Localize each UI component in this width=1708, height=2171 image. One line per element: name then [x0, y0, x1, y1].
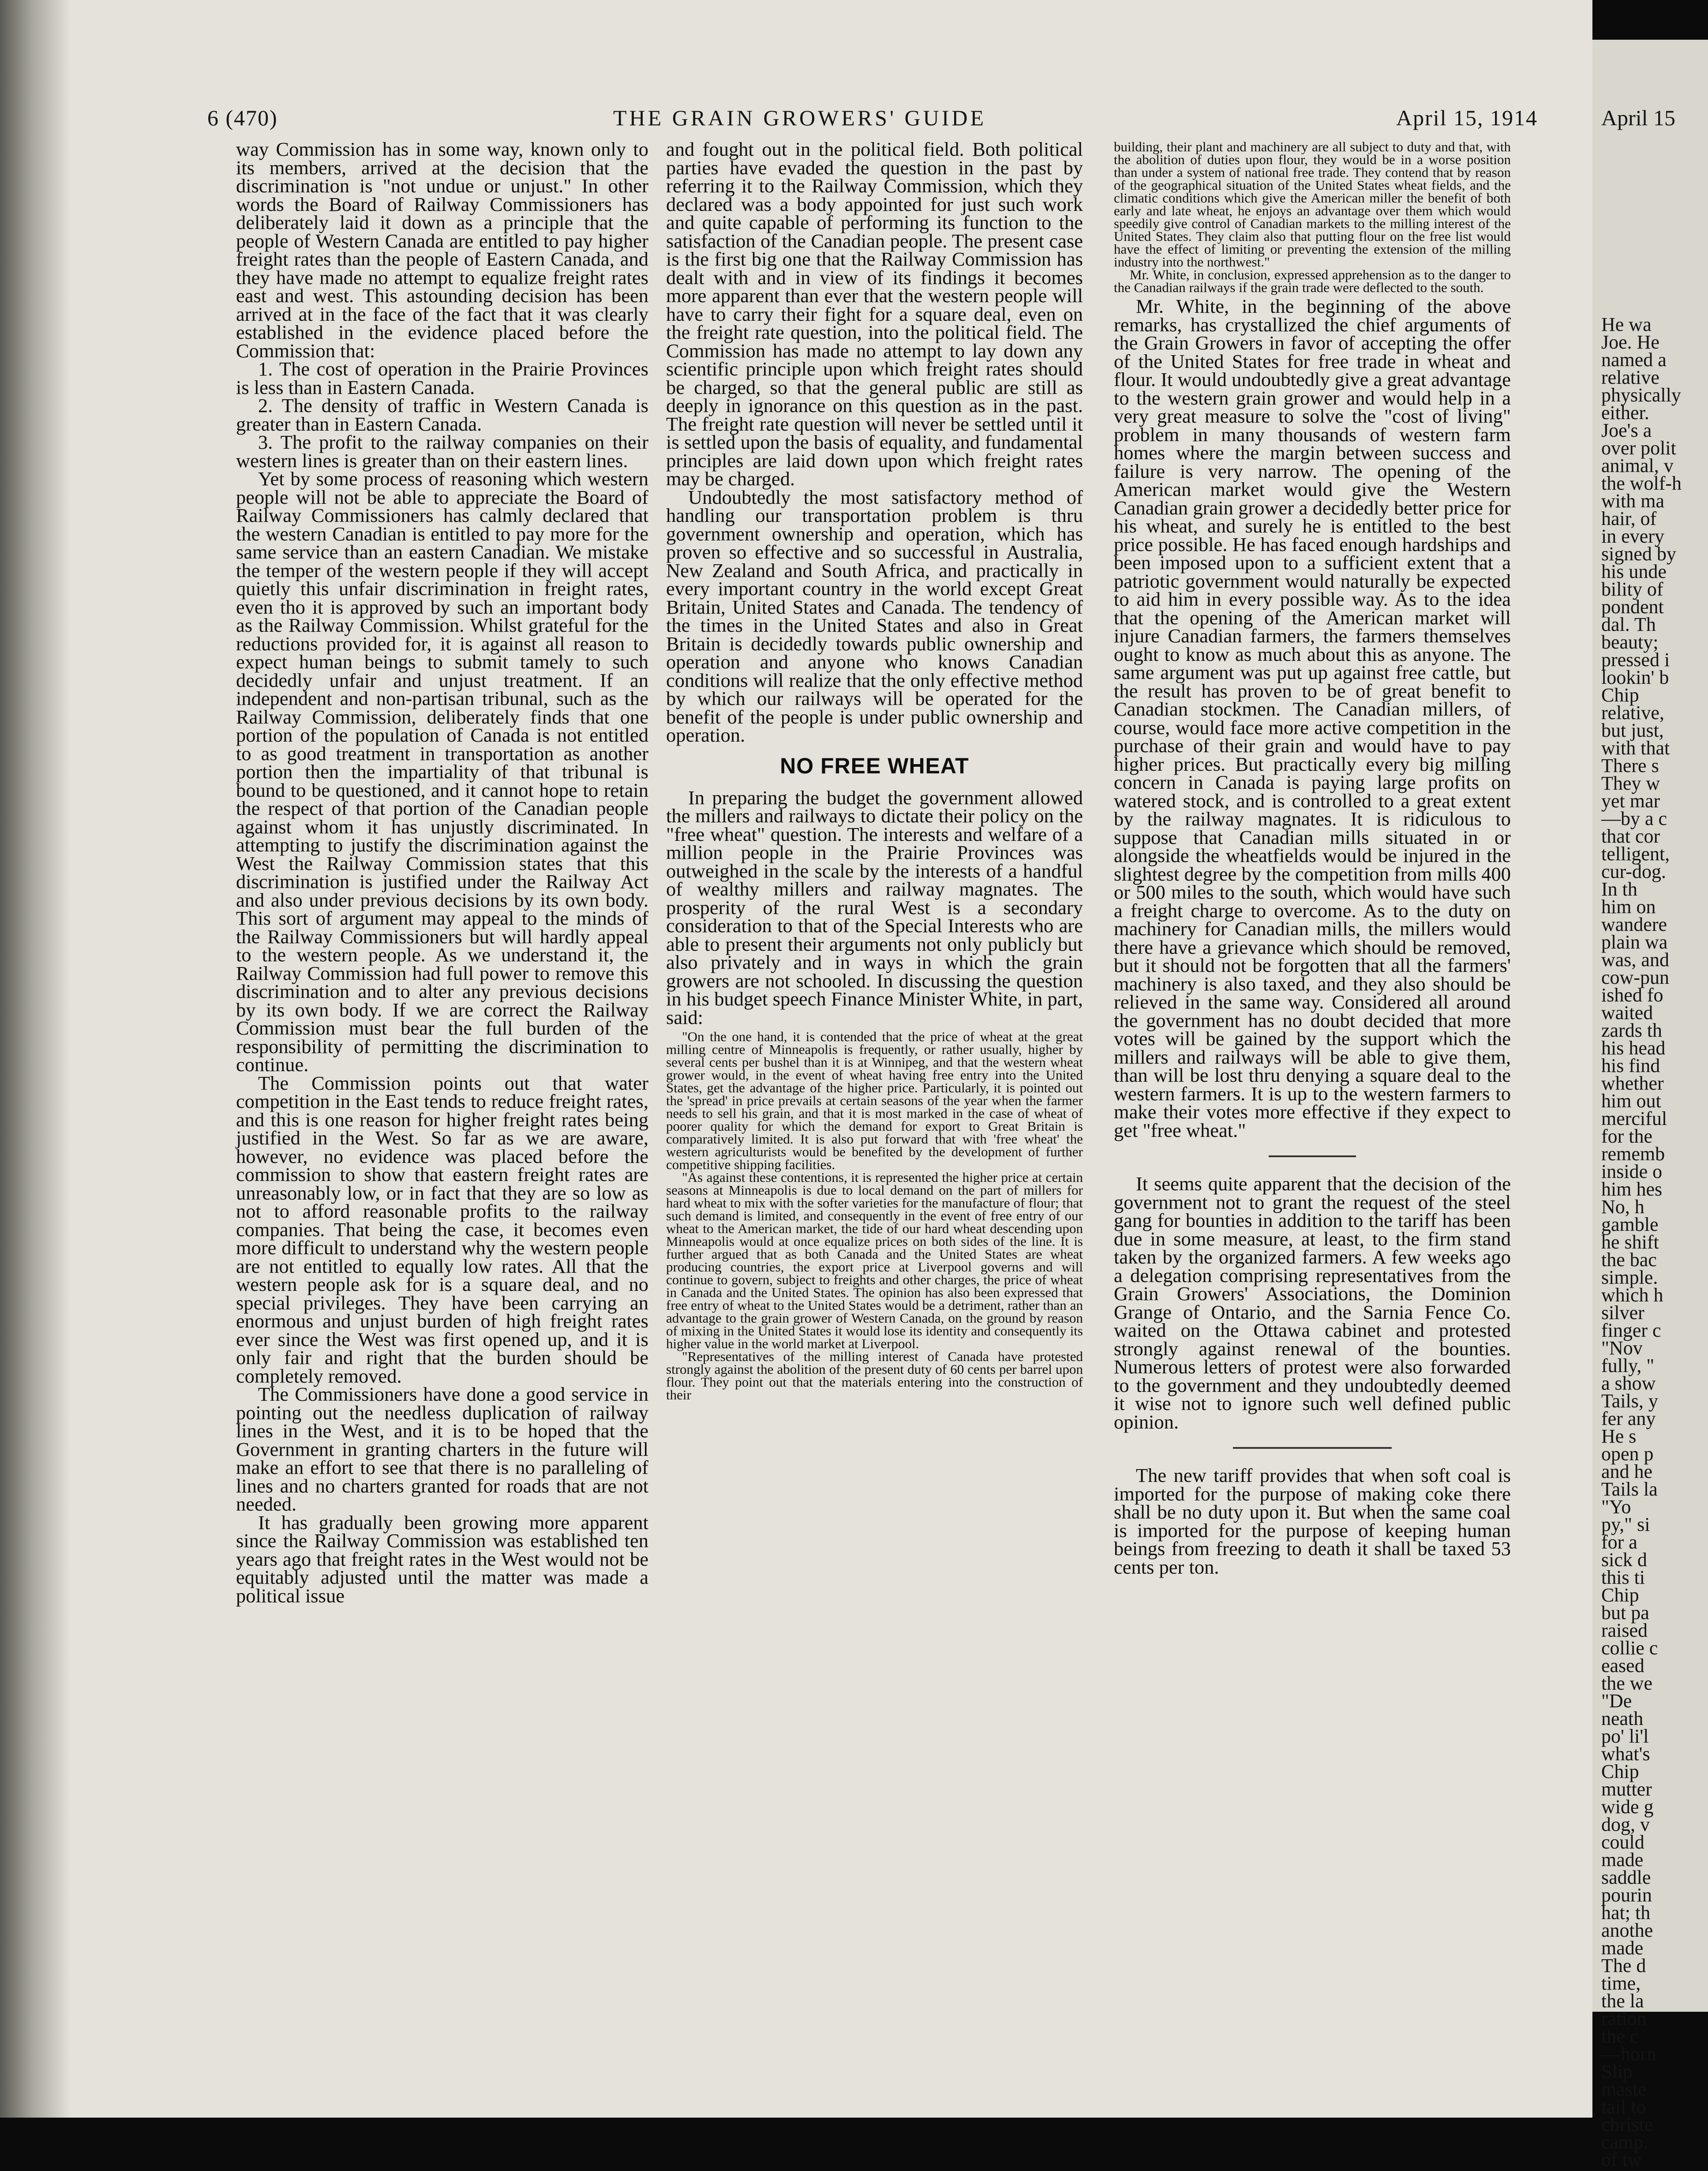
facing-page-line: Chip: [1601, 684, 1639, 706]
facing-page-line: wandere: [1601, 914, 1667, 935]
facing-page-line: could: [1601, 1831, 1644, 1853]
binding-shadow: [0, 0, 71, 2118]
paragraph: way Commission has in some way, known only to its members, arrived at the decision that the discrimination is "not undue or unjust." In other words the Board of Railway Commissioners has deliberately laid it down as a principle that the people of Western Canada are entitled to pay higher freight rates than the people of Eastern Canada, and they have made no attempt to equalize freight rates east and west. This astounding decision has been arrived at in the face of the fact that it was clearly established in the evidence placed before the Commission that:: [236, 138, 648, 362]
paragraph: In preparing the budget the government allowed the millers and railways to dictate their policy on the "free wheat" question. The interests and welfare of a million people in the Prairie Provinces was outweighed in the scale by the interests of a handful of wealthy millers and railway magnates. The prosperity of the rural West is a secondary consideration to that of the Special Interests who are able to present their arguments not only publicly but also privately and in ways in which the grain growers are not schooled. In discussing the question in his budget speech Finance Minister White, in part, said:: [666, 786, 1083, 1028]
budget-speech-quote-cont: [1114, 140, 1511, 294]
facing-page-line: saddle: [1601, 1867, 1651, 1888]
facing-page-line: eased: [1601, 1655, 1644, 1676]
facing-page-line: wide g: [1601, 1796, 1654, 1818]
facing-page-line: py," si: [1601, 1514, 1650, 1535]
facing-page-line: either.: [1601, 402, 1649, 424]
facing-page-line: his head: [1601, 1037, 1666, 1059]
facing-page-line: Slip: [1601, 2061, 1633, 2082]
column-3: [1114, 140, 1511, 1993]
facing-page-line: ished fo: [1601, 984, 1663, 1006]
facing-page-line: ration: [1601, 2008, 1647, 2029]
facing-page-line: made: [1601, 1849, 1644, 1871]
facing-page-line: fully, ": [1601, 1355, 1655, 1376]
facing-page-line: mutter: [1601, 1778, 1652, 1800]
facing-page-line: which h: [1601, 1284, 1663, 1306]
findings-list: [236, 360, 648, 470]
facing-page-line: this ti: [1601, 1567, 1645, 1588]
paragraph: Mr. White, in the beginning of the above remarks, has crystallized the chief arguments of the Grain Growers in favor of accepting the offer of the United States for free trade in wheat and flour. It would undoubtedly give a great advantage to the western grain grower and would help in a very great measure to solve the "cost of living" problem in many thousands of western farm homes where the margin between success and failure is very narrow. The opening of the American market would give the Western Canadian grain grower a decidedly better price for his wheat, and surely he is entitled to the best price possible. He has faced enough hardships and been imposed upon to a sufficient extent that a patriotic government would naturally be expected to aid him in every possible way. As to the idea that the opening of the American market will injure Canadian farmers, the farmers themselves ought to know as much about this as anyone. The same argument was put up against free cattle, but the result has proven to be of great benefit to Canadian stockmen. The Canadian millers, of course, would face more active competition in the purchase of their grain and would have to pay higher prices. But practically every big milling concern in Canada is paying large profits on watered stock, and is controlled to a great extent by the railway magnates. It is ridiculous to suppose that Canadian mills situated in or alongside the wheatfields would be injured in the slightest degree by the competition from mills 400 or 500 miles to the south, which would have such a freight charge to overcome. As to the duty on machinery for Canadian mills, the millers would there have a grievance which should be removed, but it should not be forgotten that all the farmers' machinery is also taxed, and they also should be relieved in the same way. Considered all around the government has no doubt decided that more votes will be gained by the support which the millers and railways will be able to give them, than will be lost thru denying a square deal to the western farmers. It is up to the western farmers to make their votes more effective if they expect to get "free wheat.": [1114, 295, 1511, 1141]
facing-page-line: In th: [1601, 878, 1637, 900]
facing-page-line: made: [1601, 1937, 1644, 1959]
paragraph: It has gradually been growing more apparent since the Railway Commission was established ten years ago that freight rates in the West would not be equitably adjusted until the matter was made a political issue: [236, 1511, 648, 1607]
facing-page-line: relative,: [1601, 702, 1664, 724]
facing-page-line: he shift: [1601, 1231, 1659, 1253]
facing-page-line: yet mar: [1601, 790, 1660, 812]
facing-page-line: pondent: [1601, 596, 1664, 618]
column-1: [236, 140, 648, 1993]
quote-paragraph: "Representatives of the milling interest of Canada have protested strongly against the abolition of the present duty of 60 cents per barrel upon flour. They point out that the materials entering into the construction of their: [666, 1349, 1083, 1402]
facing-page-line: silver: [1601, 1302, 1644, 1324]
facing-page-line: over polit: [1601, 437, 1676, 459]
issue-date: April 15, 1914: [1396, 105, 1538, 130]
facing-page-line: The d: [1601, 1955, 1646, 1976]
facing-page-date: April 15: [1601, 105, 1676, 130]
facing-page-line: Joe. He: [1601, 331, 1659, 353]
facing-page-line: for a: [1601, 1531, 1637, 1553]
list-item: 2. The density of traffic in Western Canada is greater than in Eastern Canada.: [236, 394, 648, 435]
facing-page-line: was, and: [1601, 949, 1669, 971]
facing-page-line: in every: [1601, 525, 1664, 547]
facing-page-line: named a: [1601, 349, 1667, 371]
facing-page-line: pressed i: [1601, 649, 1670, 671]
facing-page-line: time,: [1601, 1972, 1641, 1994]
facing-page-line: physically: [1601, 384, 1681, 406]
facing-page-line: signed by: [1601, 543, 1676, 565]
divider: [1233, 1447, 1392, 1449]
paragraph: Yet by some process of reasoning which western people will not be able to appreciate the Board of Railway Commissioners has calmly declared that the western Canadian is entitled to pay more for the same service than an eastern Canadian. We mistake the temper of the western people if they will accept quietly this unfair discrimination in freight rates, even tho it is approved by such an important body as the Railway Commission. Whilst grateful for the reductions provided for, it is against all reason to expect human beings to submit tamely to such decidedly unfair and unjust treatment. If an independent and non-partisan tribunal, such as the Railway Commission, deliberately finds that one portion of the population of Canada is not entitled to as good treatment in transportation as another portion then the impartiality of that tribunal is bound to be questioned, and it cannot hope to retain the respect of that portion of the Canadian people against whom it has unjustly discriminated. In attempting to justify the discrimination against the West the Railway Commission states that this discrimination is justified under the Railway Act and also under previous decisions by its own body. This sort of argument may appeal to the minds of the Railway Commissioners but will hardly appeal to the western people. As we understand it, the Railway Commission had full power to remove this discrimination and to alter any previous decisions by its own body. If we are correct the Railway Commission must bear the full burden of the responsibility of permitting the discrimination to continue.: [236, 468, 648, 1076]
facing-page-line: zards th: [1601, 1020, 1663, 1041]
facing-page-line: the bac: [1601, 1249, 1657, 1271]
paragraph: The new tariff provides that when soft coal is imported for the purpose of making coke there shall be no duty upon it. But when the same coal is imported for the purpose of keeping human beings from freezing to death it shall be taxed 53 cents per ton.: [1114, 1464, 1511, 1578]
facing-page-line: Joe's a: [1601, 420, 1652, 441]
facing-page-line: merciful: [1601, 1108, 1667, 1129]
facing-page-line: hat; th: [1601, 1902, 1651, 1924]
facing-page-line: dal. Th: [1601, 614, 1656, 635]
facing-page-line: open p: [1601, 1443, 1654, 1465]
budget-speech-quote: [666, 1030, 1083, 1401]
facing-page-line: christe: [1601, 2114, 1653, 2135]
facing-page-line: him out: [1601, 1090, 1661, 1112]
facing-page-line: gamble: [1601, 1214, 1659, 1235]
facing-page-line: "Yo: [1601, 1496, 1631, 1518]
paragraph: The Commissioners have done a good service in pointing out the needless duplication of railway lines in the West, and it is to be hoped that the Government in granting charters in the future will make an effort to see that there is no paralleling of lines and no charters granted for roads that are not needed.: [236, 1383, 648, 1515]
facing-page-line: neath: [1601, 1708, 1644, 1729]
facing-page-line: inside o: [1601, 1161, 1663, 1182]
quote-paragraph: building, their plant and machinery are all subject to duty and that, with the abolition of duties upon flour, they would be in a worse position than under a system of national free trade. They contend that by reason of the geographical situation of the United States wheat fields, and the climatic conditions which give the American miller the benefit of both early and late wheat, he enjoys an advantage over them which would speedily give control of Canadian markets to the milling interest of the United States. They claim also that putting flour on the free list would have the effect of limiting or preventing the extension of the milling industry into the northwest.": [1114, 139, 1511, 270]
facing-page-line: the la: [1601, 1990, 1644, 2012]
facing-page-line: that cor: [1601, 825, 1660, 847]
facing-page-line: his find: [1601, 1055, 1660, 1076]
facing-page-line: telligent,: [1601, 843, 1670, 865]
facing-page-line: No, h: [1601, 1196, 1644, 1218]
paragraph: Undoubtedly the most satisfactory method of handling our transportation problem is thru government ownership and operation, which has proven so effective and so successful in Australia, New Zealand and South Africa, and practically in every important country in the world except Great Britain, United States and Canada. The tendency of the times in the United States and also in Great Britain is decidedly towards public ownership and operation and anyone who knows Canadian conditions will realize that the only effective method by which our railways will be operated for the benefit of the people is under public ownership and operation.: [666, 486, 1083, 746]
facing-page-line: tail to: [1601, 2096, 1646, 2118]
facing-page-line: Chip: [1601, 1584, 1639, 1606]
quote-paragraph: "As against these contentions, it is represented the higher price at certain seasons at Minneapolis is due to local demand on the part of millers for hard wheat to mix with the softer varieties for the manufacture of flour; that such demand is limited, and consequently in the event of free entry of our wheat to the American market, the tide of our hard wheat descending upon Minneapolis would at once equalize prices on both sides of the line. It is further argued that as both Canada and the United States are wheat producing countries, the export price at Liverpool governs and will continue to govern, subject to freights and other charges, the price of wheat in Canada and the United States. The opinion has also been expressed that free entry of wheat to the United States would be a detriment, rather than an advantage to the grain grower of Western Canada, on the ground by reason of mixing in the United States it would lose its identity and consequently its higher value in the world market at Liverpool.: [666, 1170, 1083, 1351]
facing-page-line: a show: [1601, 1372, 1656, 1394]
quote-paragraph: "On the one hand, it is contended that the price of wheat at the great milling centre of Minneapolis is frequently, or rather usually, higher by several cents per bushel than it is at Winnipeg, and that the western wheat grower would, in the event of wheat having free entry into the United States, get the advantage of the higher price. Particularly, it is pointed out the 'spread' in price prevails at certain seasons of the year when the farmer needs to sell his grain, and that it is most marked in the case of wheat of poorer quality for which the demand for export to Great Britain is comparatively limited. It is also put forward that with 'free wheat' the western agriculturists would be benefited by the development of further competitive shipping facilities.: [666, 1029, 1083, 1172]
facing-page-line: plain wa: [1601, 931, 1668, 953]
facing-page-line: finger c: [1601, 1320, 1661, 1341]
quote-paragraph: Mr. White, in conclusion, expressed apprehension as to the danger to the Canadian railways if the grain trade were deflected to the south.: [1114, 267, 1511, 295]
facing-page-line: hair, of: [1601, 508, 1657, 529]
facing-page-line: He s: [1601, 1425, 1637, 1447]
facing-page-line: sick d: [1601, 1549, 1647, 1571]
facing-page-line: simple.: [1601, 1267, 1658, 1288]
list-item: 3. The profit to the railway companies on their western lines is greater than on their eastern lines.: [236, 431, 648, 472]
facing-page-line: and he: [1601, 1461, 1653, 1482]
facing-page-line: rememb: [1601, 1143, 1665, 1165]
list-item: 1. The cost of operation in the Prairie Provinces is less than in Eastern Canada.: [236, 358, 648, 398]
facing-page-line: —horn: [1601, 2043, 1656, 2065]
facing-page-line: cow-pun: [1601, 967, 1669, 988]
facing-page-line: bility of: [1601, 578, 1663, 600]
facing-page-line: anothe: [1601, 1920, 1653, 1941]
facing-page-edge: [1592, 40, 1708, 2171]
page-number: 6 (470): [207, 105, 278, 130]
facing-page-line: relative: [1601, 367, 1659, 388]
paragraph: It seems quite apparent that the decision of the government not to grant the request of the steel gang for bounties in addition to the tariff has been due in some measure, at least, to the firm stand taken by the organized farmers. A few weeks ago a delegation comprising representatives from the Grain Growers' Associations, the Dominion Grange of Ontario, and the Sarnia Fence Co. waited on the Ottawa cabinet and protested strongly against renewal of the bounties. Numerous letters of protest were also forwarded to the government and they undoubtedly deemed it wise not to ignore such well defined public opinion.: [1114, 1173, 1511, 1433]
facing-page-line: They w: [1601, 772, 1660, 794]
facing-page-line: He wa: [1601, 314, 1652, 335]
facing-page-line: "De: [1601, 1690, 1632, 1712]
facing-page-line: the wolf-h: [1601, 472, 1682, 494]
divider: [1269, 1155, 1356, 1157]
facing-page-line: There s: [1601, 755, 1659, 776]
publication-title: THE GRAIN GROWERS' GUIDE: [613, 105, 987, 130]
facing-page-line: but just,: [1601, 720, 1664, 741]
facing-page-line: him on: [1601, 896, 1656, 918]
facing-page-line: with ma: [1601, 490, 1664, 512]
facing-page-line: po' li'l: [1601, 1725, 1649, 1747]
facing-page-line: —by a c: [1601, 808, 1667, 829]
facing-page-line: lookin' b: [1601, 667, 1669, 688]
facing-page-line: raised: [1601, 1620, 1648, 1641]
facing-page-line: maste: [1601, 2078, 1647, 2100]
column-2: [666, 140, 1083, 1993]
facing-page-line: dog, v: [1601, 1814, 1650, 1835]
paragraph: The Commission points out that water competition in the East tends to reduce freight rates, and this is one reason for higher freight rates being justified in the West. So far as we are aware, however, no evidence was placed before the commission to show that eastern freight rates are unreasonably low, or in fact that they are so low as not to afford reasonable profits to the railway companies. That being the case, it becomes even more difficult to understand why the western people are not entitled to equally low rates. All that the western people ask for is a square deal, and no special privileges. They have been carrying an enormous and unjust burden of high freight rates ever since the West was first opened up, and it is only fair and right that the burden should be completely removed.: [236, 1072, 648, 1387]
facing-page-line: his unde: [1601, 561, 1667, 582]
facing-page-line: animal, v: [1601, 455, 1674, 476]
facing-page-line: "Nov: [1601, 1337, 1643, 1359]
facing-page-line: the we: [1601, 1672, 1653, 1694]
facing-page-line: the c: [1601, 2025, 1639, 2047]
facing-page-line: Tails, y: [1601, 1390, 1658, 1412]
facing-page-line: what's: [1601, 1743, 1650, 1765]
facing-page-line: for the: [1601, 1125, 1653, 1147]
facing-page-line: beauty;: [1601, 631, 1659, 653]
facing-page-line: waited: [1601, 1002, 1653, 1024]
facing-page-line: whether: [1601, 1072, 1664, 1094]
facing-page-line: cur-dog.: [1601, 861, 1666, 882]
facing-page-line: fer any: [1601, 1408, 1656, 1429]
headline-no-free-wheat: NO FREE WHEAT: [780, 753, 969, 778]
facing-page-line: camp.: [1601, 2131, 1648, 2153]
facing-page-line: but pa: [1601, 1602, 1649, 1624]
facing-page-line: collie c: [1601, 1637, 1658, 1659]
facing-page-line: Chip: [1601, 1761, 1639, 1782]
paragraph: and fought out in the political field. Both political parties have evaded the question in the past by referring it to the Railway Commission, which they declared was a body appointed for just such work and quite capable of performing its function to the satisfaction of the Canadian people. The present case is the first big one that the Railway Commission has dealt with and in view of its findings it becomes more apparent than ever that the western people will have to carry their fight for a square deal, even on the freight rate question, into the political field. The Commission has made no attempt to lay down any scientific principle upon which freight rates should be charged, so that the general public are still as deeply in ignorance on this question as in the past. The freight rate question will never be settled until it is settled upon the basis of equality, and fundamental principles are laid down upon which freight rates may be charged.: [666, 138, 1083, 490]
facing-page-line: with that: [1601, 737, 1670, 759]
facing-page-line: him hes: [1601, 1178, 1663, 1200]
facing-page-line: of tw: [1601, 2149, 1642, 2171]
facing-page-line: Tails la: [1601, 1478, 1658, 1500]
facing-page-line: pourin: [1601, 1884, 1652, 1906]
